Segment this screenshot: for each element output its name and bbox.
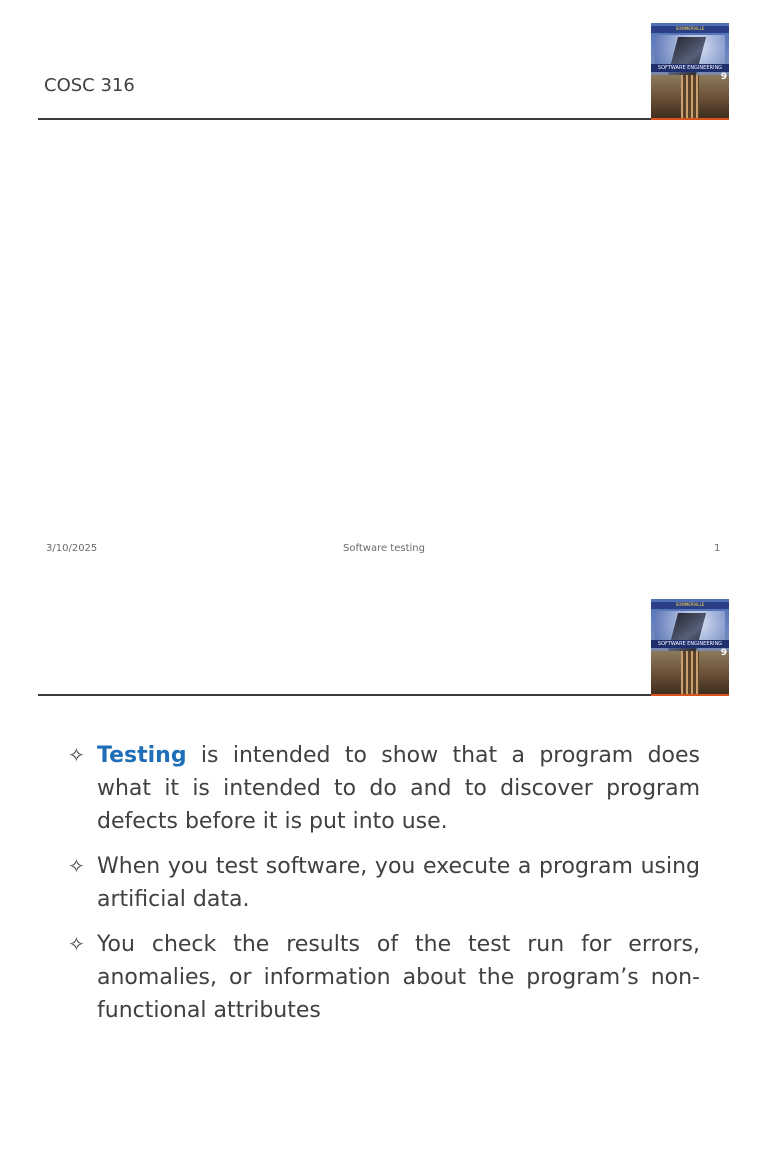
bullet-item bbox=[68, 739, 700, 838]
four-point-star-outline-icon: ✧ bbox=[68, 932, 85, 956]
footer-page-number: 1 bbox=[714, 543, 721, 554]
footer-title: Software testing bbox=[343, 543, 425, 554]
cover-author: SOMMERVILLE bbox=[675, 602, 705, 607]
cover-author: SOMMERVILLE bbox=[675, 26, 705, 31]
slide-2 bbox=[0, 576, 768, 1152]
cover-edition-number: 9 bbox=[720, 72, 727, 82]
book-cover-image bbox=[651, 23, 729, 120]
four-point-star-outline-icon: ✧ bbox=[68, 743, 85, 767]
header-rule bbox=[38, 118, 653, 120]
bullet-list bbox=[68, 739, 700, 1039]
bullet-text: You check the results of the test run for errors, anomalies, or information about the program’s non-functional attributes bbox=[97, 932, 700, 1023]
footer-date: 3/10/2025 bbox=[46, 543, 98, 554]
course-code: COSC 316 bbox=[44, 75, 135, 96]
cover-title: SOFTWARE ENGINEERING bbox=[657, 641, 723, 647]
bullet-item bbox=[68, 850, 700, 916]
bullet-keyword: Testing bbox=[97, 743, 187, 768]
bullet-item bbox=[68, 928, 700, 1027]
cover-ground bbox=[651, 651, 729, 696]
cover-edition-number: 9 bbox=[720, 648, 727, 658]
book-cover-image bbox=[651, 599, 729, 696]
cover-bottom-strip bbox=[651, 118, 729, 120]
cover-bottom-strip bbox=[651, 694, 729, 696]
header-rule bbox=[38, 694, 653, 696]
bullet-text: When you test software, you execute a program using artificial data. bbox=[97, 854, 700, 912]
cover-title: SOFTWARE ENGINEERING bbox=[657, 65, 723, 71]
four-point-star-outline-icon: ✧ bbox=[68, 854, 85, 878]
cover-ground bbox=[651, 75, 729, 120]
bullet-text: is intended to show that a program does what it is intended to do and to discover program defects before it is put into use. bbox=[97, 743, 700, 834]
